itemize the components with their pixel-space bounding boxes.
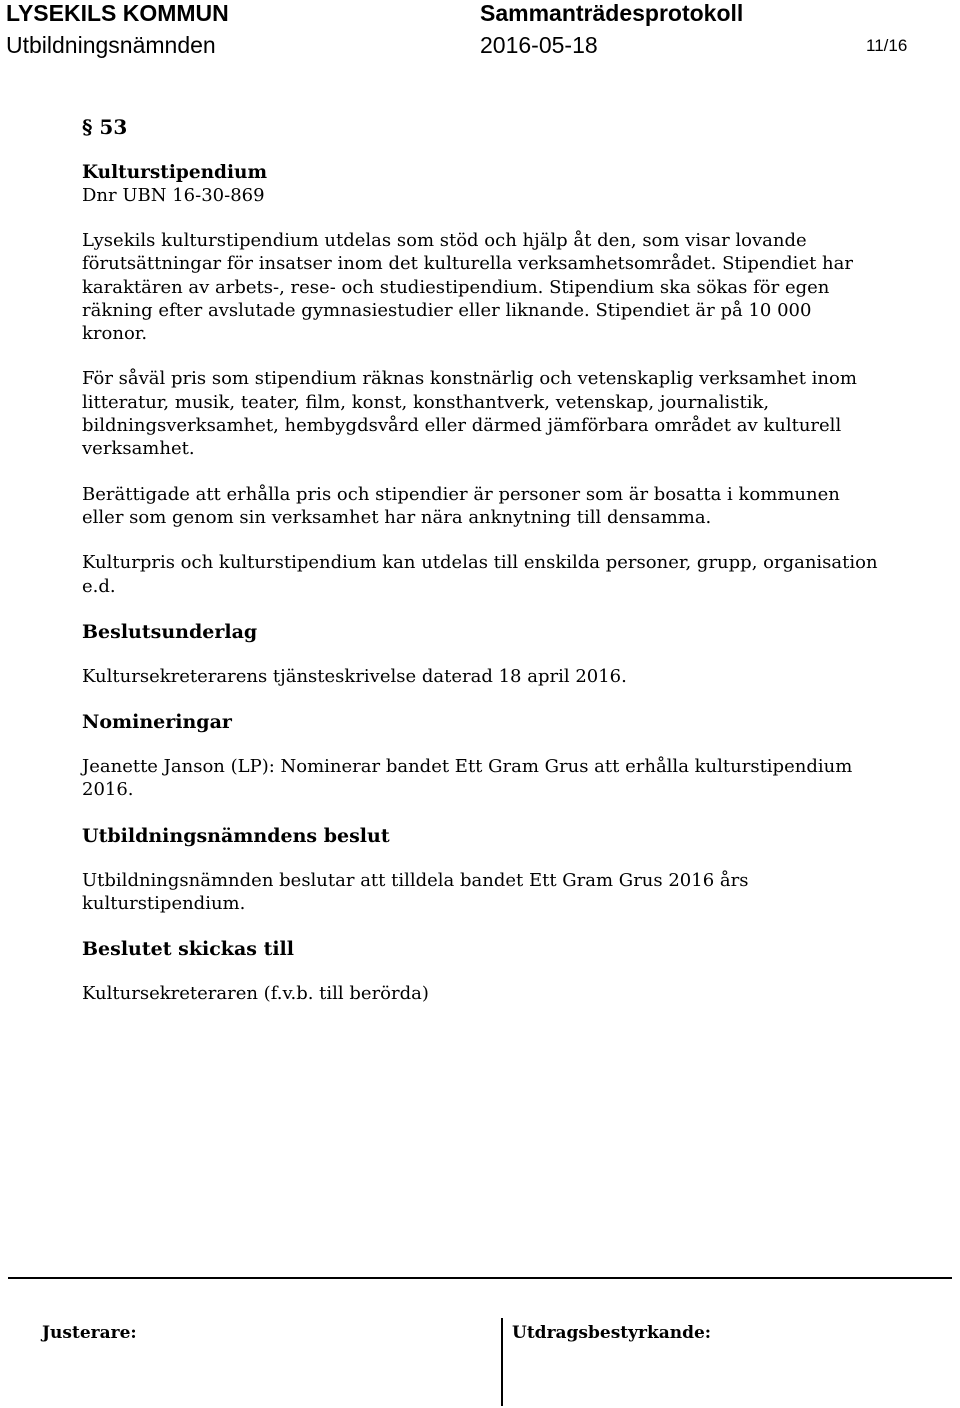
document-type: Sammanträdesprotokoll [480,0,744,26]
skickas-text: Kultursekreteraren (f.v.b. till berörda) [82,983,429,1005]
nomineringar-heading: Nomineringar [82,711,232,734]
beslut-text: Utbildningsnämnden beslutar att tilldela bandet Ett Gram Grus 2016 års kulturstipendium. [82,869,749,915]
body-paragraph: För såväl pris som stipendium räknas konstnärlig och vetenskaplig verksamhet inom litteratur, musik, teater, film, konst, konsthantverk, vetenskap, journalistik, bildningsverksamhet, hembygdsvård eller därmed jämförbara området av kulturell verksamhet. [82,368,857,460]
beslutsunderlag-text: Kultursekreterarens tjänsteskrivelse daterad 18 april 2016. [82,665,627,687]
skickas-heading: Beslutet skickas till [82,938,294,961]
beslut-heading: Utbildningsnämndens beslut [82,824,390,847]
beslutsunderlag-heading: Beslutsunderlag [82,620,258,643]
board-name: Utbildningsnämnden [6,32,216,58]
body-paragraph: Kulturpris och kulturstipendium kan utdelas till enskilda personer, grupp, organisation e.d. [82,552,878,597]
case-title: Kulturstipendium [82,162,268,183]
footer-divider-line [8,1277,952,1279]
organization-name: LYSEKILS KOMMUN [6,0,229,26]
body-paragraph: Berättigade att erhålla pris och stipendier är personer som är bosatta i kommunen eller som genom sin verksamhet har nära anknytning till densamma. [82,483,840,528]
page-number: 11/16 [866,36,908,55]
nomineringar-text: Jeanette Janson (LP): Nominerar bandet Ett Gram Grus att erhålla kulturstipendium 2016. [82,756,853,801]
case-reference: Dnr UBN 16-30-869 [82,185,265,206]
adjuster-label: Justerare: [42,1323,137,1343]
footer-column-divider [501,1318,503,1406]
extract-certification-label: Utdragsbestyrkande: [512,1323,712,1343]
section-number: § 53 [82,115,128,139]
meeting-date: 2016-05-18 [480,32,598,58]
body-paragraph: Lysekils kulturstipendium utdelas som stöd och hjälp åt den, som visar lovande förutsättningar för insatser inom det kulturella verksamhetsområdet. Stipendiet har karaktären av arbets-, rese- och studiestipendium. Stipendium ska sökas för egen räkning efter avslutade gymnasiestudier eller liknande. Stipendiet är på 10 000 kronor. [82,230,853,345]
protocol-content [82,114,882,1006]
